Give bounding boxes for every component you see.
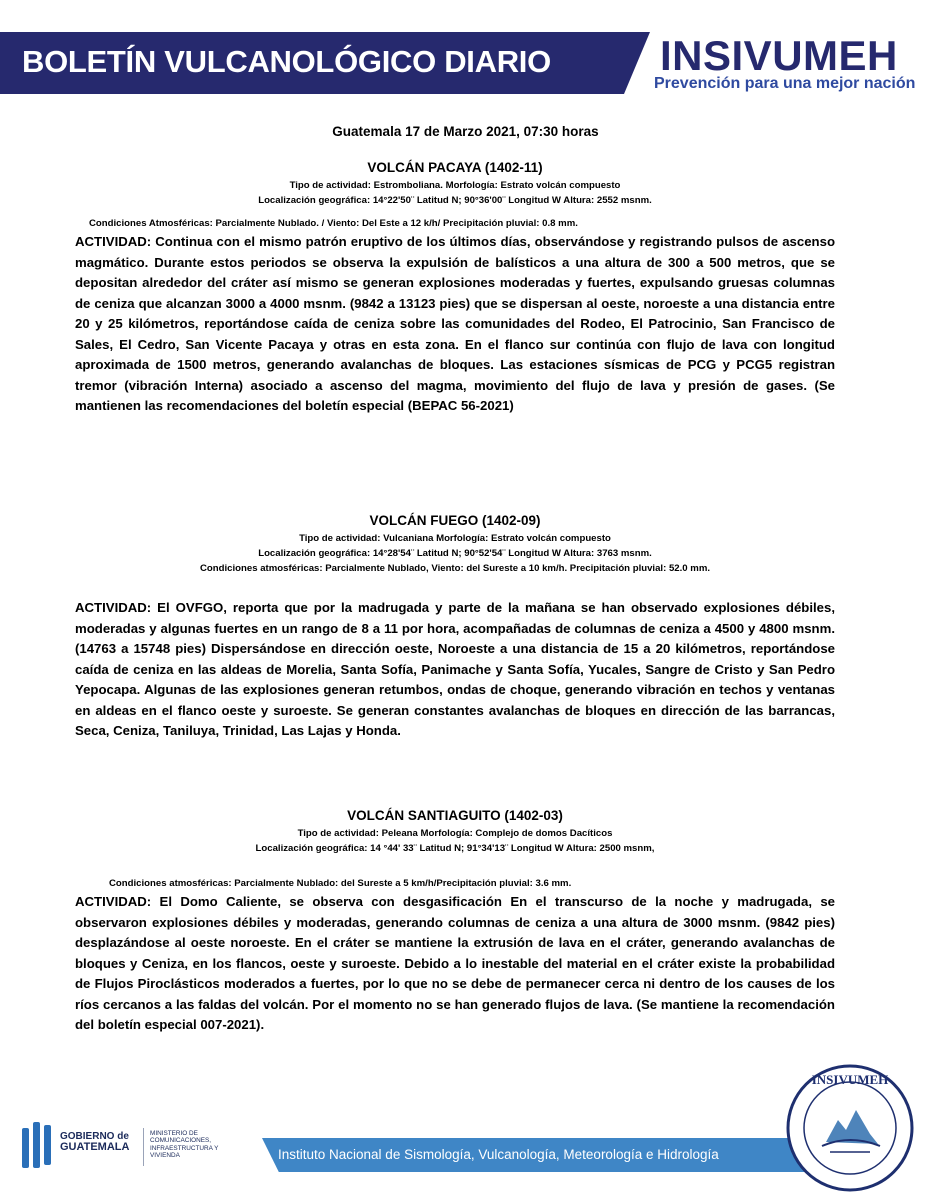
dateline: Guatemala 17 de Marzo 2021, 07:30 horas <box>332 124 599 139</box>
geo-location: Localización geográfica: 14°22'50¨ Latitud N; 90°36'00¨ Longitud W Altura: 2552 msnm. <box>258 195 652 206</box>
activity-paragraph: ACTIVIDAD: El OVFGO, reporta que por la madrugada y parte de la mañana se han observado explosiones débiles, moderadas y algunas fuertes en un rango de 8 a 11 por hora, acompañadas de columnas de ceniza a 4500 y 4800 msnm. (14763 a 15748 pies) Dispersándose en dirección oeste, Noroeste a una distancia de 15 a 20 kilómetros, reportándose caída de ceniza en las aldeas de Morelia, Santa Sofía, Panimache y Santa Sofía, Yucales, Sangre de Cristo y San Pedro Yepocapa. Algunas de las explosiones generan retumbos, ondas de choque, generando vibración en techos y ventanas en aldeas en el flanco oeste y suroeste. Se generan constantes avalanchas de bloques en dirección de las barrancas, Seca, Ceniza, Taniluya, Trinidad, Las Lajas y Honda. <box>75 600 835 738</box>
institute-name: Instituto Nacional de Sismología, Vulcanología, Meteorología e Hidrología <box>278 1147 719 1162</box>
atmospheric-conditions: Condiciones atmosféricas: Parcialmente Nublado: del Sureste a 5 km/h/Precipitación pluvial: 3.6 mm. <box>109 878 572 889</box>
bulletin-title: BOLETÍN VULCANOLÓGICO DIARIO <box>22 44 551 79</box>
insivumeh-seal-icon <box>786 1064 914 1192</box>
activity-type: Tipo de actividad: Vulcaniana Morfología: Estrato volcán compuesto <box>299 533 611 544</box>
government-logo-text <box>60 1131 129 1153</box>
volcano-section-fuego <box>75 513 835 742</box>
logo-divider <box>143 1128 144 1166</box>
atmospheric-conditions: Condiciones atmosféricas: Parcialmente Nublado, Viento: del Sureste a 10 km/h. Precipitación pluvial: 52.0 mm. <box>199 563 711 574</box>
geo-location: Localización geográfica: 14°28'54¨ Latitud N; 90°52'54¨ Longitud W Altura: 3763 msnm. <box>258 548 652 559</box>
ministry-name: MINISTERIO DE COMUNICACIONES, INFRAESTRUCTURA Y VIVIENDA <box>150 1130 219 1160</box>
geo-location: Localización geográfica: 14 °44' 33¨ Latitud N; 91°34'13¨ Longitud W Altura: 2500 msnm, <box>255 843 655 854</box>
volcano-title: VOLCÁN FUEGO (1402-09) <box>369 513 541 528</box>
activity-type: Tipo de actividad: Peleana Morfología: Complejo de domos Dacíticos <box>297 828 613 839</box>
activity-paragraph: ACTIVIDAD: El Domo Caliente, se observa con desgasificación En el transcurso de la noche y madrugada, se observaron explosiones débiles y moderadas, generando columnas de ceniza a una altura de 3000 msnm. (9842 pies) desplazándose al oeste noroeste. En el cráter se mantiene la extrusión de lava en el cráter, generando avalanchas de bloques y Ceniza, en los flancos, oeste y suroeste. Debido a lo inestable del material en el cráter existe la probabilidad de Flujos Piroclásticos moderados a fuertes, por lo que no se debe de permanecer cerca ni dentro de los causes de los ríos cercanos a las faldas del volcán. Por el momento no se han generado flujos de lava. (Se mantiene la recomendación del boletín especial 007-2021). <box>75 894 835 1032</box>
brand-name: INSIVUMEH <box>660 32 898 79</box>
activity-paragraph: ACTIVIDAD: Continua con el mismo patrón eruptivo de los últimos días, observándose y registrando pulsos de ascenso magmático. Durante estos periodos se observa la expulsión de balísticos a una altura de 300 a 500 metros, que se depositan alrededor del cráter así mismo se generan explosiones moderadas y fuertes, expulsando gruesas columnas de ceniza que alcanzan 3000 a 4000 msnm. (9842 a 13123 pies) que se dispersan al oeste, noroeste a una distancia entre 20 y 25 kilómetros, reportándose caída de ceniza sobre las comunidades del Rodeo, El Patrocinio, San Francisco de Sales, El Cedro, San Vicente Pacaya y otras en esta zona. En el flanco sur continúa con flujo de lava con longitud aproximada de 1500 metros, generando avalanchas de bloques. Las estaciones sísmicas de PCG y PCG5 registran tremor (vibración Interna) asociado a ascenso del magma, movimiento del flujo de lava y presión de gases. (Se mantienen las recomendaciones del boletín especial (BEPAC 56-2021) <box>75 234 835 413</box>
gov-line2: GUATEMALA <box>60 1141 130 1153</box>
gov-line1: GOBIERNO de <box>60 1131 129 1142</box>
activity-type: Tipo de actividad: Estromboliana. Morfología: Estrato volcán compuesto <box>289 180 621 191</box>
atmospheric-conditions: Condiciones Atmosféricas: Parcialmente Nublado. / Viento: Del Este a 12 k/h/ Precipitación pluvial: 0.8 mm. <box>89 218 578 229</box>
brand-tagline: Prevención para una mejor nación <box>654 75 916 92</box>
volcano-section-santiaguito <box>75 808 835 1036</box>
volcano-title: VOLCÁN PACAYA (1402-11) <box>367 160 543 175</box>
government-logo-icon <box>22 1122 54 1168</box>
seal-text: INSIVUMEH <box>811 1072 889 1087</box>
volcano-section-pacaya <box>75 160 835 417</box>
volcano-title: VOLCÁN SANTIAGUITO (1402-03) <box>347 808 563 823</box>
